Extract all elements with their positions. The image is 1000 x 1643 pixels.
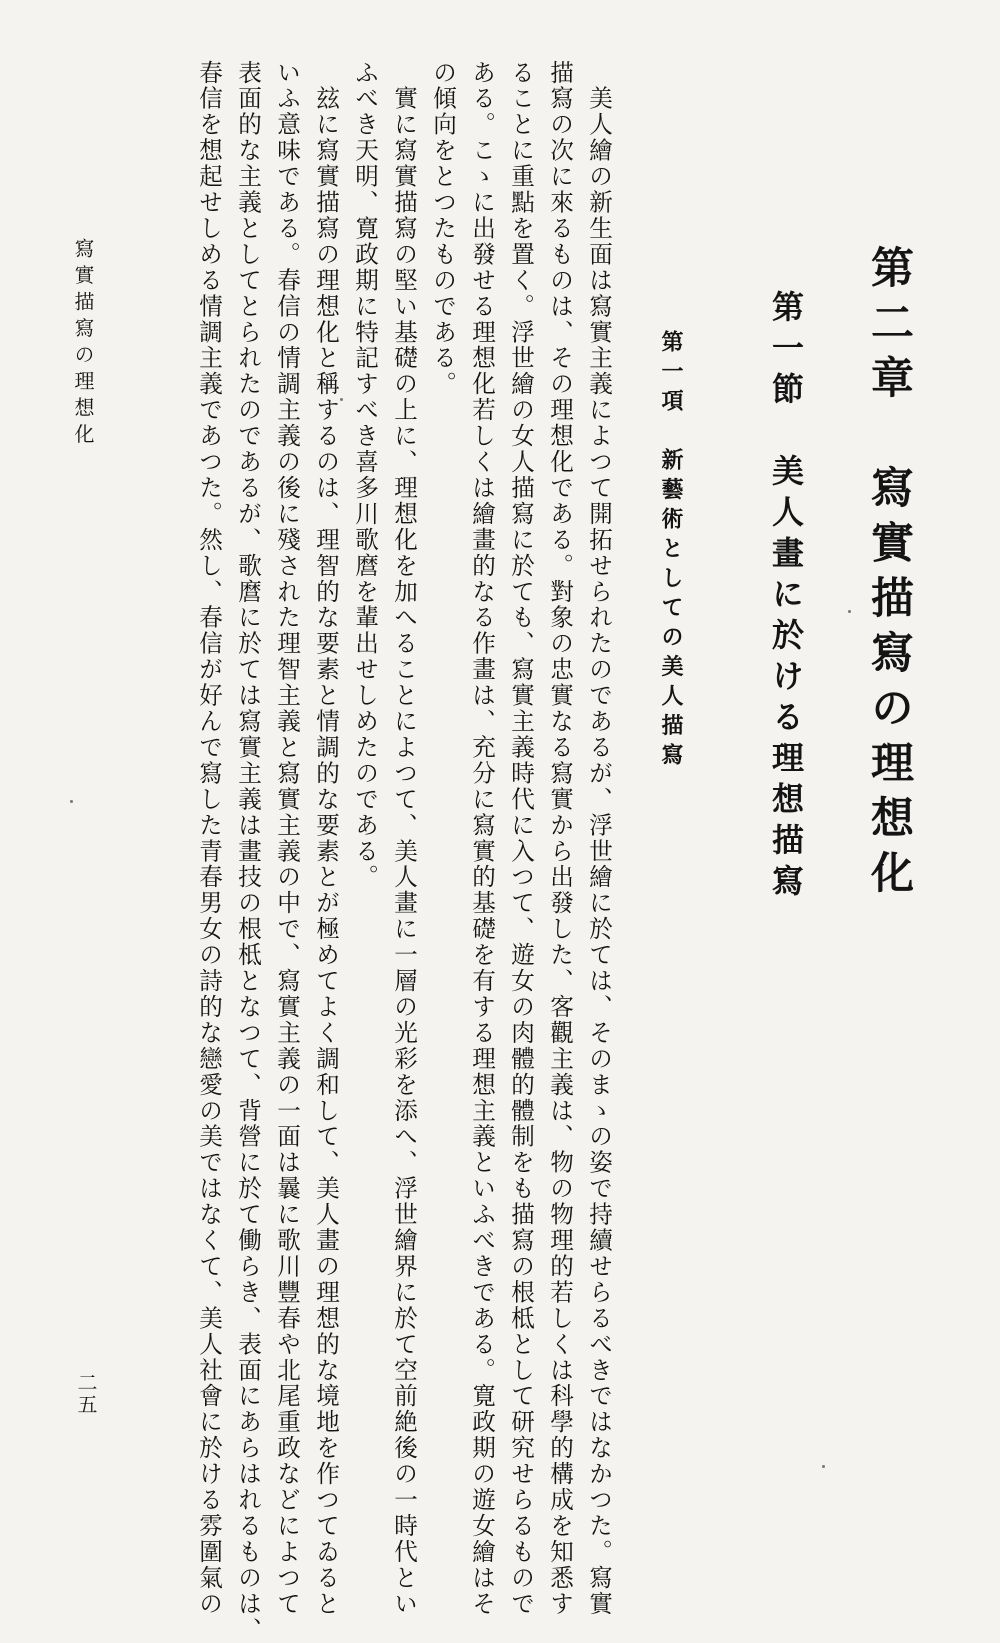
body-line: 描寫の次に來るものは、その理想化である。對象の忠實なる寫實から出發した、客觀主義は、物の物理的若しくは科學的構成を知悉す: [546, 60, 574, 1617]
chapter-title: 第二章 寫實描寫の理想化: [864, 245, 914, 905]
body-line: 春信を想起せしめる情調主義であつた。然し、春信が好んで寫した青春男女の詩的な戀愛の美ではなくて、美人社會に於ける雰圍氣の: [195, 60, 223, 1617]
running-title: 寫實描寫の理想化: [71, 238, 95, 450]
body-line: ることに重點を置く。浮世繪の女人描寫に於ても、寫實主義時代に入つて、遊女の肉體的體制をも描寫の根柢として研究せらるもので: [507, 60, 535, 1617]
body-line: の傾向をとつたものである。: [429, 60, 457, 398]
body-line: ふべき天明、寛政期に特記すべき喜多川歌麿を輩出せしめたのである。: [351, 60, 379, 891]
page-number: 二五: [74, 1372, 98, 1416]
ink-speck: [848, 610, 851, 613]
ink-speck: [340, 398, 343, 401]
ink-speck: [70, 800, 73, 803]
body-line: 玆に寫實描寫の理想化と稱するのは、理智的な要素と情調的な要素とが極めてよく調和して、美人畫の理想的な境地を作つてゐると: [312, 60, 340, 1617]
body-line: 美人繪の新生面は寫實主義によつて開拓せられたのであるが、浮世繪に於ては、そのまゝの姿で持續せらるべきではなかつた。寫實: [585, 60, 613, 1617]
body-line: ある。こゝに出發せる理想化若しくは繪畫的なる作畫は、充分に寫實的基礎を有する理想主義といふべきである。寛政期の遊女繪はそ: [468, 60, 496, 1617]
ink-speck: [822, 1465, 825, 1468]
body-line: 實に寫實描寫の堅い基礎の上に、理想化を加へることによつて、美人畫に一層の光彩を添へ、浮世繪界に於て空前絶後の一時代とい: [390, 60, 418, 1617]
body-line: 表面的な主義としてとられたのであるが、歌麿に於ては寫實主義は畫技の根柢となつて、背營に於て働らき、表面にあらはれるものは、: [234, 60, 262, 1643]
body-line: いふ意味である。春信の情調主義の後に殘された理智主義と寫實主義の中で、寫實主義の一面は曩に歌川豐春や北尾重政などによつて: [273, 60, 301, 1617]
item-title: 第一項 新藝術としての美人描寫: [658, 330, 684, 773]
section-title: 第一節 美人畫に於ける理想描寫: [767, 290, 805, 905]
